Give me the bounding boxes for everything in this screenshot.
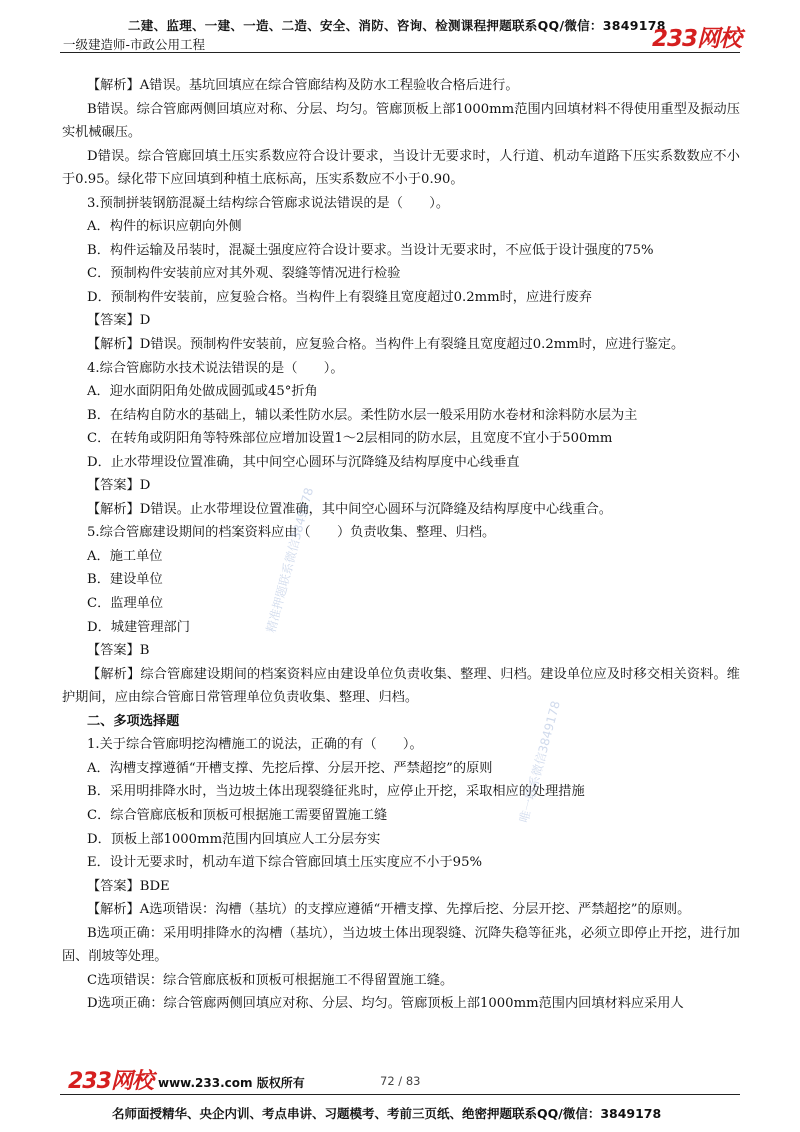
text-line: B．建设单位 [87, 572, 163, 588]
text-line: C．综合管廊底板和顶板可根据施工需要留置施工缝 [87, 807, 388, 823]
text-line: 1.关于综合管廊明挖沟槽施工的说法，正确的有（ ）。 [87, 737, 423, 753]
text-line: 【解析】综合管廊建设期间的档案资料应由建设单位负责收集、整理、归档。建设单位应及时移交相关资料。维护期间，应由综合管廊日常管理单位负责收集、整理、归档。 [62, 666, 740, 706]
text-line: B．在结构自防水的基础上，辅以柔性防水层。柔性防水层一般采用防水卷材和涂料防水层为主 [87, 407, 638, 423]
header-divider [60, 52, 740, 53]
text-line: 【解析】D错误。止水带埋设位置准确，其中间空心圆环与沉降缝及结构厚度中心线重合。 [87, 501, 612, 517]
header-promo-text: 二建、监理、一建、一造、二造、安全、消防、咨询、检测课程押题联系QQ/微信：3849178 [128, 18, 666, 33]
text-line: C．监理单位 [87, 596, 164, 612]
text-line: A．沟槽支撑遵循“开槽支撑、先挖后撑、分层开挖、严禁超挖”的原则 [87, 760, 493, 776]
footer-divider [60, 1094, 740, 1095]
text-line: 【答案】D [87, 478, 151, 494]
page-header [0, 0, 800, 62]
footer-promo-text: 名师面授精华、央企内训、考点串讲、习题模考、考前三页纸、绝密押题联系QQ/微信：3849178 [112, 1106, 662, 1121]
text-line: 二、多项选择题 [87, 713, 180, 729]
text-line: D．城建管理部门 [87, 619, 190, 635]
text-line: C．预制构件安装前应对其外观、裂缝等情况进行检验 [87, 266, 401, 282]
text-line: B选项正确：采用明排降水的沟槽（基坑），当边坡土体出现裂缝、沉降失稳等征兆，必须立即停止开挖，进行加固、削坡等处理。 [62, 925, 740, 965]
text-line: 5.综合管廊建设期间的档案资料应由（ ）负责收集、整理、归档。 [87, 525, 496, 541]
text-line: E．设计无要求时，机动车道下综合管廊回填土压实度应不小于95% [87, 855, 482, 871]
footer-copyright: www.233.com 版权所有 [158, 1076, 305, 1090]
text-line: 【答案】D [87, 313, 151, 329]
text-line: C．在转角或阴阳角等特殊部位应增加设置1～2层相同的防水层，且宽度不宜小于500mm [87, 431, 613, 447]
text-line: 3.预制拼装钢筋混凝土结构综合管廊求说法错误的是（ ）。 [87, 195, 450, 211]
footer-logo: 233网校 [68, 1069, 153, 1094]
text-line: B．构件运输及吊装时，混凝土强度应符合设计要求。当设计无要求时，不应低于设计强度的75% [87, 242, 654, 258]
text-line: A．构件的标识应朝向外侧 [87, 219, 242, 235]
text-line: C选项错误：综合管廊底板和顶板可根据施工不得留置施工缝。 [87, 972, 454, 988]
text-line: B．采用明排降水时，当边坡土体出现裂缝征兆时，应停止开挖，采取相应的处理措施 [87, 784, 585, 800]
text-line: B错误。综合管廊两侧回填应对称、分层、均匀。管廊顶板上部1000mm范围内回填材料不得使用重型及振动压实机械碾压。 [62, 101, 740, 141]
text-line: 【答案】BDE [87, 878, 170, 894]
text-line: D错误。综合管廊回填土压实系数应符合设计要求，当设计无要求时，人行道、机动车道路下压实系数数应不小于0.95。绿化带下应回填到种植土底标高，压实系数应不小于0.90。 [62, 148, 740, 188]
text-line: D．顶板上部1000mm范围内回填应人工分层夯实 [87, 831, 381, 847]
page-number: 72 / 83 [380, 1074, 421, 1088]
text-line: D．止水带埋设位置准确，其中间空心圆环与沉降缝及结构厚度中心线垂直 [87, 454, 520, 470]
text-line: 【解析】D错误。预制构件安装前，应复验合格。当构件上有裂缝且宽度超过0.2mm时，应进行鉴定。 [87, 337, 685, 353]
text-line: 【答案】B [87, 643, 150, 659]
brand-logo: 233网校 [652, 26, 742, 52]
document-body [62, 74, 740, 1016]
text-line: D．预制构件安装前，应复验合格。当构件上有裂缝且宽度超过0.2mm时，应进行废弃 [87, 289, 592, 305]
text-line: A．迎水面阴阳角处做成圆弧或45°折角 [87, 384, 318, 400]
text-line: 【解析】A错误。基坑回填应在综合管廊结构及防水工程验收合格后进行。 [87, 78, 519, 93]
text-line: 【解析】A选项错误：沟槽（基坑）的支撑应遵循“开槽支撑、先撑后挖、分层开挖、严禁超挖”的原则。 [87, 902, 691, 918]
text-line: A．施工单位 [87, 548, 163, 564]
text-line: D选项正确：综合管廊两侧回填应对称、分层、均匀。管廊顶板上部1000mm范围内回填材料应采用人 [87, 996, 684, 1012]
header-subject-title: 一级建造师-市政公用工程 [63, 37, 206, 52]
text-line: 4.综合管廊防水技术说法错误的是（ ）。 [87, 360, 344, 376]
watermark-text-2: 唯一联系微信3849178 [516, 699, 563, 825]
watermark-text-1: 精准押题联系微信3849178 [263, 486, 317, 635]
